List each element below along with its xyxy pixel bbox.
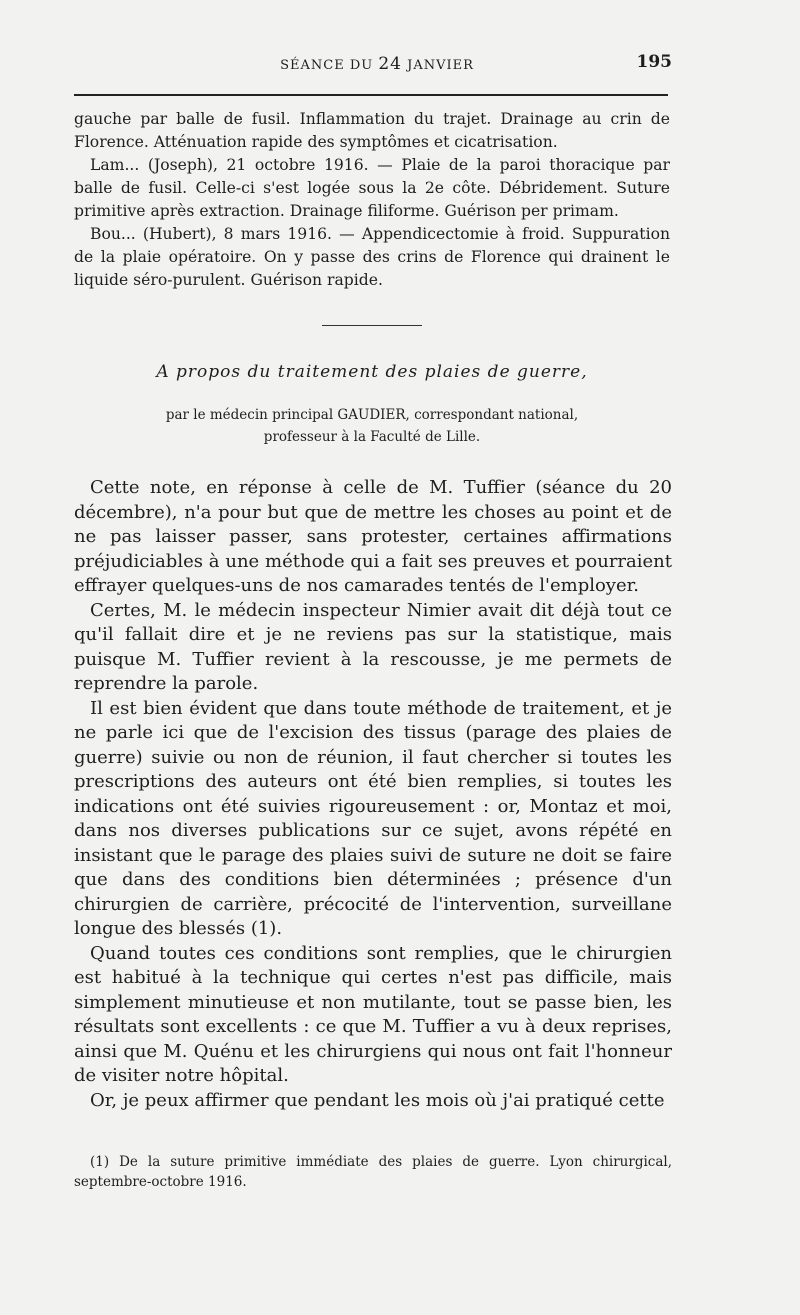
article-body — [74, 476, 672, 1113]
paragraph-2: Certes, M. le médecin inspecteur Nimier avait dit déjà tout ce qu'il fallait dire et je ne reviens pas sur la statistique, mais puisque M. Tuffier revient à la rescousse, je me permets de reprendre la parole. — [74, 599, 672, 694]
running-head — [74, 54, 680, 76]
paragraph-4: Quand toutes ces conditions sont remplies, que le chirurgien est habitué à la technique qui certes n'est pas difficile, mais simplement minutieuse et non mutilante, tout se passe bien, les résultats sont excellents : ce que M. Tuffier a vu à deux reprises, ainsi que M. Quénu et les chirurgiens qui nous ont fait l'honneur de visiter notre hôpital. — [74, 942, 672, 1086]
header-rule — [74, 94, 668, 96]
footnote-text: (1) De la suture primitive immédiate des plaies de guerre. Lyon chirurgical, septembre-octobre 1916. — [74, 1154, 672, 1190]
paragraph-5: Or, je peux affirmer que pendant les mois où j'ai pratiqué cette — [90, 1089, 665, 1111]
footnote — [74, 1152, 672, 1192]
case-entry-3: Bou... (Hubert), 8 mars 1916. — Appendicectomie à froid. Suppuration de la plaie opératoire. On y passe des crins de Florence qui drainent le liquide séro-purulent. Guérison rapide. — [74, 225, 670, 289]
byline-author: par le médecin principal GAUDIER, correspondant national, — [165, 407, 579, 423]
running-title-day: 24 — [378, 54, 402, 74]
running-title — [74, 54, 680, 74]
article-byline — [74, 404, 670, 448]
paragraph-3: Il est bien évident que dans toute méthode de traitement, et je ne parle ici que de l'excision des tissus (parage des plaies de guerre) suivie ou non de réunion, il faut chercher si toutes les prescriptions des auteurs ont été bien remplies, si toutes les indications ont été suivies rigoureusement : or, Montaz et moi, dans nos diverses publications sur ce sujet, avons répété en insistant que le parage des plaies suivi de suture ne doit se faire que dans des conditions bien déterminées ; présence d'un chirurgien de carrière, précocité de l'intervention, surveillane longue des blessés (1). — [74, 697, 672, 939]
byline-affiliation: professeur à la Faculté de Lille. — [263, 429, 481, 445]
case-entry-2: Lam... (Joseph), 21 octobre 1916. — Plaie de la paroi thoracique par balle de fusil. Celle-ci s'est logée sous la 2e côte. Débridement. Suture primitive après extraction. Drainage filiforme. Guérison per primam. — [74, 156, 670, 220]
running-title-part-1: SÉANCE DU — [280, 58, 379, 73]
running-title-part-2: JANVIER — [401, 58, 474, 73]
section-divider — [322, 325, 422, 326]
paragraph-1: Cette note, en réponse à celle de M. Tuffier (séance du 20 décembre), n'a pour but que de mettre les choses au point et de ne pas laisser passer, sans protester, certaines affirmations préjudiciables à une méthode qui a fait ses preuves et pourraient effrayer quelques-uns de nos camarades tentés de l'employer. — [74, 477, 672, 596]
page-number: 195 — [636, 52, 672, 72]
case-entries — [74, 108, 670, 292]
article-title: A propos du traitement des plaies de guerre, — [156, 362, 588, 382]
case-entry-1: gauche par balle de fusil. Inflammation du trajet. Drainage au crin de Florence. Atténuation rapide des symptômes et cicatrisation. — [74, 110, 670, 151]
